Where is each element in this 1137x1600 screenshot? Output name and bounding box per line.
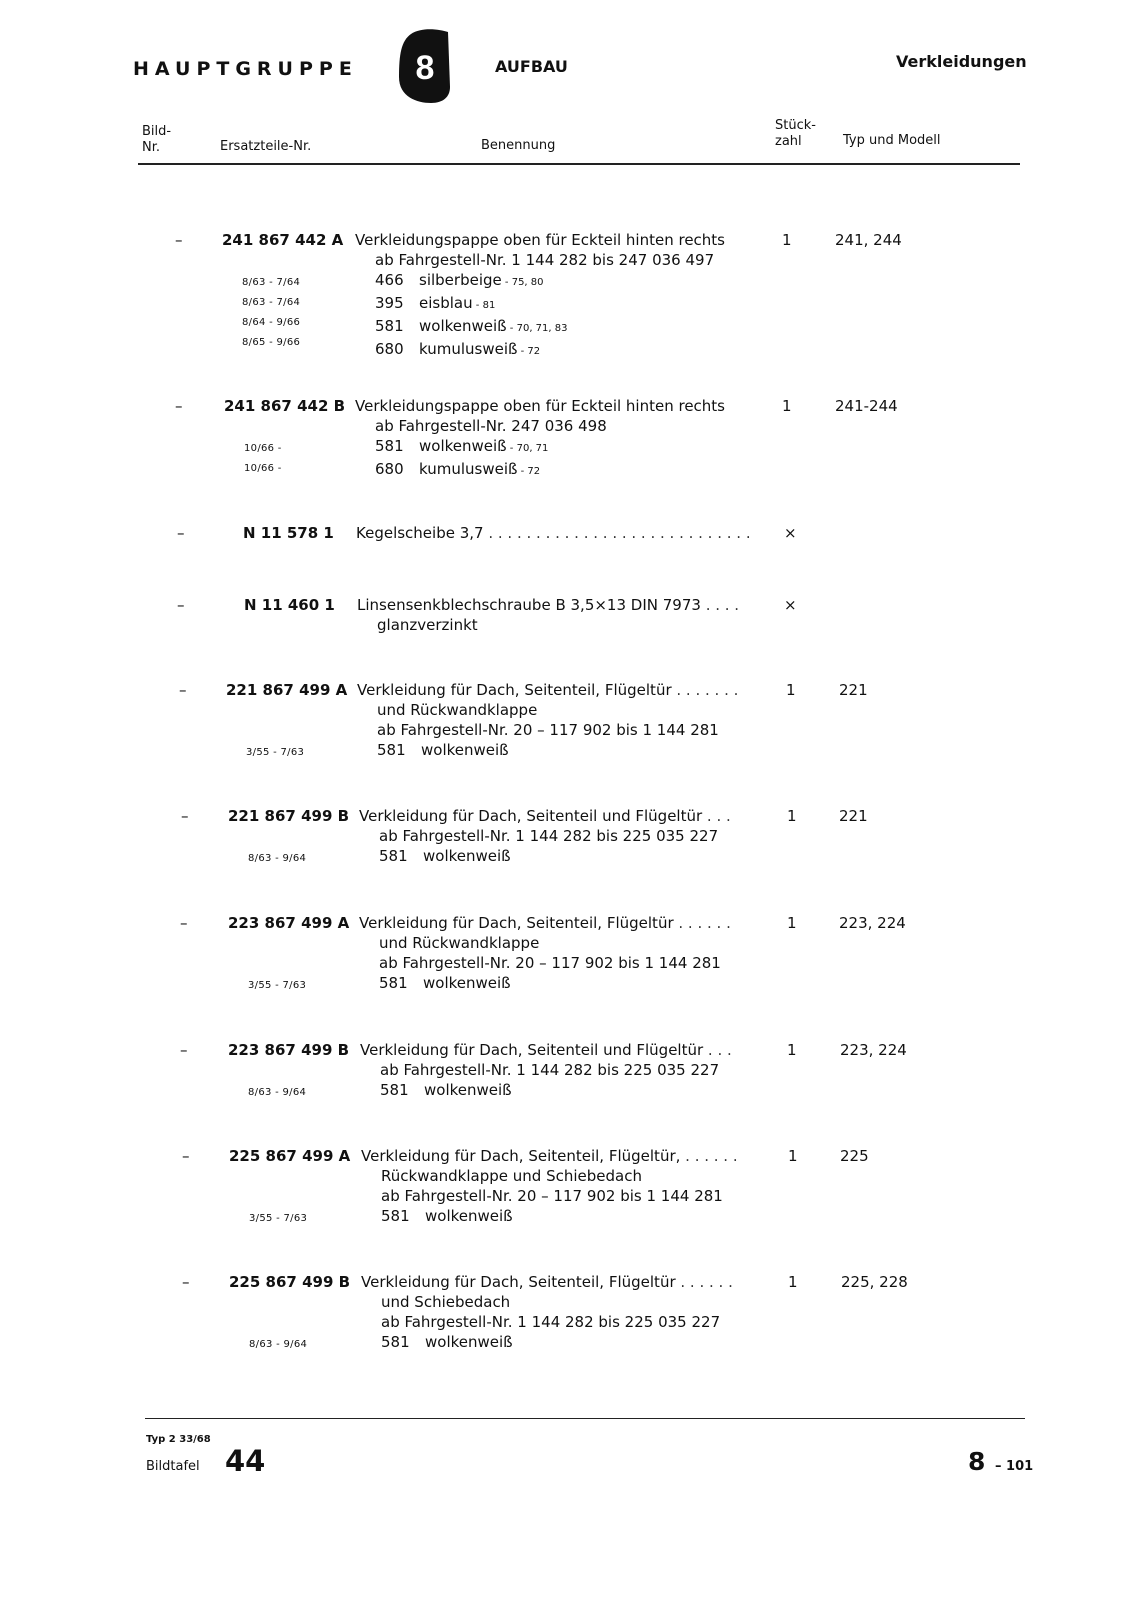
color-code: 680 <box>375 340 404 358</box>
color-name: wolkenweiß <box>424 1081 512 1099</box>
dot-leader: . . . . <box>700 596 740 614</box>
type-model: 241, 244 <box>835 231 902 249</box>
color-variant-line <box>355 459 725 482</box>
part-description <box>360 1040 732 1100</box>
column-header-typ-modell: Typ und Modell <box>843 133 941 148</box>
entry-dash: – <box>180 914 188 932</box>
model-ref: - 81 <box>472 300 496 311</box>
description-text: Verkleidung für Dach, Seitenteil, Flügeltür <box>359 914 674 932</box>
hauptgruppe-label: HAUPTGRUPPE <box>133 58 358 80</box>
group-number-text: 8 <box>415 49 435 87</box>
description-text: Verkleidungspappe oben für Eckteil hinten rechts <box>355 231 725 249</box>
bildtafel-label: Bildtafel <box>146 1459 200 1474</box>
color-name: wolkenweiß <box>425 1207 513 1225</box>
description-text: Verkleidung für Dach, Seitenteil und Flügeltür <box>360 1041 704 1059</box>
color-code: 581 <box>381 1207 410 1225</box>
quantity: 1 <box>788 1273 798 1291</box>
description-line <box>361 1166 738 1186</box>
date-range: 3/55 - 7/63 <box>246 747 305 758</box>
color-variant-line <box>355 270 725 293</box>
description-text: Verkleidung für Dach, Seitenteil, Flügeltür <box>361 1273 676 1291</box>
description-text: Linsensenkblechschraube B 3,5×13 DIN 7973 <box>357 596 701 614</box>
model-ref: - 72 <box>517 466 541 477</box>
type-model: 223, 224 <box>839 914 906 932</box>
description-line <box>360 1060 732 1080</box>
part-number: 221 867 499 A <box>226 681 348 699</box>
color-name: eisblau <box>419 294 473 312</box>
date-range: 10/66 - <box>244 463 282 474</box>
description-line <box>357 680 738 700</box>
color-name: wolkenweiß <box>425 1333 513 1351</box>
quantity: × <box>784 596 797 614</box>
quantity: 1 <box>786 681 796 699</box>
color-variant-line <box>360 1080 732 1100</box>
column-header-bild-line1: Bild- <box>142 124 172 139</box>
entry-dash: – <box>179 681 187 699</box>
group-name: AUFBAU <box>495 57 568 76</box>
color-name: silberbeige <box>419 271 502 289</box>
color-name: wolkenweiß <box>423 847 511 865</box>
description-line <box>361 1292 733 1312</box>
part-description <box>361 1272 733 1352</box>
part-description <box>361 1146 738 1226</box>
footer-typ: Typ 2 33/68 <box>146 1434 211 1445</box>
model-ref: - 72 <box>517 346 541 357</box>
part-description <box>359 806 731 866</box>
entry-dash: – <box>181 807 189 825</box>
type-model: 241-244 <box>835 397 898 415</box>
part-description <box>357 595 739 635</box>
quantity: 1 <box>787 1041 797 1059</box>
part-description <box>357 680 738 760</box>
part-number: 241 867 442 B <box>224 397 346 415</box>
date-range: 3/55 - 7/63 <box>248 980 307 991</box>
description-text: Verkleidung für Dach, Seitenteil, Flügeltür, <box>361 1147 681 1165</box>
dot-leader: . . . . . . <box>673 914 731 932</box>
color-code: 581 <box>381 1333 410 1351</box>
description-text: Verkleidung für Dach, Seitenteil, Flügeltür <box>357 681 672 699</box>
model-ref: - 70, 71 <box>506 443 549 454</box>
description-line <box>355 250 725 270</box>
description-text: ab Fahrgestell-Nr. 1 144 282 bis 225 035 227 <box>381 1313 721 1331</box>
color-code: 581 <box>379 974 408 992</box>
part-number: 225 867 499 A <box>229 1147 351 1165</box>
description-text: ab Fahrgestell-Nr. 20 – 117 902 bis 1 144 281 <box>377 721 719 739</box>
color-name: wolkenweiß <box>421 741 509 759</box>
color-code: 395 <box>375 294 404 312</box>
date-range: 8/64 - 9/66 <box>242 317 301 328</box>
description-line <box>355 230 725 250</box>
part-number: N 11 460 1 <box>244 596 335 614</box>
color-code: 466 <box>375 271 404 289</box>
model-ref: - 70, 71, 83 <box>506 323 568 334</box>
date-range: 8/65 - 9/66 <box>242 337 301 348</box>
description-line <box>355 416 725 436</box>
description-text: glanzverzinkt <box>377 616 478 634</box>
description-text: und Schiebedach <box>381 1293 511 1311</box>
entry-dash: – <box>180 1041 188 1059</box>
entry-dash: – <box>182 1273 190 1291</box>
description-line <box>357 720 738 740</box>
quantity: × <box>784 524 797 542</box>
column-header-ersatzteile: Ersatzteile-Nr. <box>220 139 312 154</box>
color-variant-line <box>355 436 725 459</box>
color-code: 680 <box>375 460 404 478</box>
type-model: 225 <box>840 1147 869 1165</box>
page-number-sub: – 101 <box>995 1459 1034 1474</box>
color-name: wolkenweiß <box>423 974 511 992</box>
column-header-stueckzahl <box>775 118 816 150</box>
part-number: N 11 578 1 <box>243 524 334 542</box>
description-line <box>355 396 725 416</box>
date-range: 8/63 - 7/64 <box>242 297 301 308</box>
color-code: 581 <box>379 847 408 865</box>
description-text: ab Fahrgestell-Nr. 1 144 282 bis 225 035 227 <box>380 1061 720 1079</box>
column-header-stueck-line1: Stück- <box>775 118 816 133</box>
date-range: 8/63 - 9/64 <box>248 853 307 864</box>
description-line <box>361 1312 733 1332</box>
description-text: Verkleidungspappe oben für Eckteil hinten rechts <box>355 397 725 415</box>
entry-dash: – <box>177 596 185 614</box>
description-line <box>357 615 739 635</box>
description-text: ab Fahrgestell-Nr. 247 036 498 <box>375 417 607 435</box>
dot-leader: . . . . . . . . . . . . . . . . . . . . . . . . . . . . <box>483 524 751 542</box>
description-text: Kegelscheibe 3,7 <box>356 524 484 542</box>
model-ref: - 75, 80 <box>501 277 544 288</box>
date-range: 10/66 - <box>244 443 282 454</box>
color-name: kumulusweiß <box>419 340 518 358</box>
date-range: 8/63 - 7/64 <box>242 277 301 288</box>
color-name: kumulusweiß <box>419 460 518 478</box>
description-line <box>359 913 731 933</box>
column-header-benennung: Benennung <box>481 138 556 153</box>
type-model: 221 <box>839 807 868 825</box>
color-variant-line <box>359 973 731 993</box>
column-header-stueck-line2: zahl <box>775 134 802 149</box>
dot-leader: . . . . . . . <box>671 681 739 699</box>
description-text: Rückwandklappe und Schiebedach <box>381 1167 642 1185</box>
description-line <box>361 1146 738 1166</box>
color-variant-line <box>361 1332 733 1352</box>
color-variant-line <box>359 846 731 866</box>
description-text: ab Fahrgestell-Nr. 20 – 117 902 bis 1 144 281 <box>379 954 721 972</box>
color-variant-line <box>361 1206 738 1226</box>
dot-leader: . . . <box>703 1041 732 1059</box>
footer-rule <box>145 1418 1025 1419</box>
description-text: und Rückwandklappe <box>377 701 538 719</box>
part-number: 223 867 499 A <box>228 914 350 932</box>
part-number: 221 867 499 B <box>228 807 350 825</box>
color-code: 581 <box>380 1081 409 1099</box>
description-text: ab Fahrgestell-Nr. 1 144 282 bis 247 036 497 <box>375 251 715 269</box>
header-rule <box>138 163 1020 165</box>
description-line <box>359 933 731 953</box>
entry-dash: – <box>175 397 183 415</box>
color-variant-line <box>357 740 738 760</box>
description-line <box>360 1040 732 1060</box>
description-line <box>361 1272 733 1292</box>
description-line <box>356 523 751 543</box>
group-number-badge <box>397 27 452 105</box>
part-number: 223 867 499 B <box>228 1041 350 1059</box>
part-description <box>359 913 731 993</box>
color-variant-line <box>355 339 725 362</box>
entry-dash: – <box>177 524 185 542</box>
part-number: 241 867 442 A <box>222 231 344 249</box>
part-description <box>355 230 725 362</box>
quantity: 1 <box>787 807 797 825</box>
entry-dash: – <box>175 231 183 249</box>
dot-leader: . . . . . . <box>675 1273 733 1291</box>
description-line <box>359 953 731 973</box>
description-text: und Rückwandklappe <box>379 934 540 952</box>
quantity: 1 <box>782 231 792 249</box>
section-title: Verkleidungen <box>896 52 1027 71</box>
column-header-bild-line2: Nr. <box>142 140 161 155</box>
description-line <box>359 806 731 826</box>
description-line <box>357 700 738 720</box>
quantity: 1 <box>782 397 792 415</box>
dot-leader: . . . . . . <box>680 1147 738 1165</box>
color-name: wolkenweiß <box>419 317 507 335</box>
color-variant-line <box>355 316 725 339</box>
description-line <box>359 826 731 846</box>
description-text: Verkleidung für Dach, Seitenteil und Flügeltür <box>359 807 703 825</box>
part-description <box>355 396 725 482</box>
page-number-main: 8 <box>968 1447 986 1476</box>
date-range: 8/63 - 9/64 <box>248 1087 307 1098</box>
dot-leader: . . . <box>702 807 731 825</box>
bildtafel-number: 44 <box>225 1444 266 1478</box>
description-text: ab Fahrgestell-Nr. 1 144 282 bis 225 035 227 <box>379 827 719 845</box>
type-model: 221 <box>839 681 868 699</box>
color-code: 581 <box>375 317 404 335</box>
entry-dash: – <box>182 1147 190 1165</box>
color-code: 581 <box>375 437 404 455</box>
date-range: 3/55 - 7/63 <box>249 1213 308 1224</box>
column-header-bild-nr <box>142 124 171 156</box>
part-description <box>356 523 751 543</box>
color-name: wolkenweiß <box>419 437 507 455</box>
description-text: ab Fahrgestell-Nr. 20 – 117 902 bis 1 144 281 <box>381 1187 723 1205</box>
color-code: 581 <box>377 741 406 759</box>
type-model: 223, 224 <box>840 1041 907 1059</box>
part-number: 225 867 499 B <box>229 1273 351 1291</box>
date-range: 8/63 - 9/64 <box>249 1339 308 1350</box>
type-model: 225, 228 <box>841 1273 908 1291</box>
description-line <box>361 1186 738 1206</box>
description-line <box>357 595 739 615</box>
quantity: 1 <box>788 1147 798 1165</box>
color-variant-line <box>355 293 725 316</box>
quantity: 1 <box>787 914 797 932</box>
